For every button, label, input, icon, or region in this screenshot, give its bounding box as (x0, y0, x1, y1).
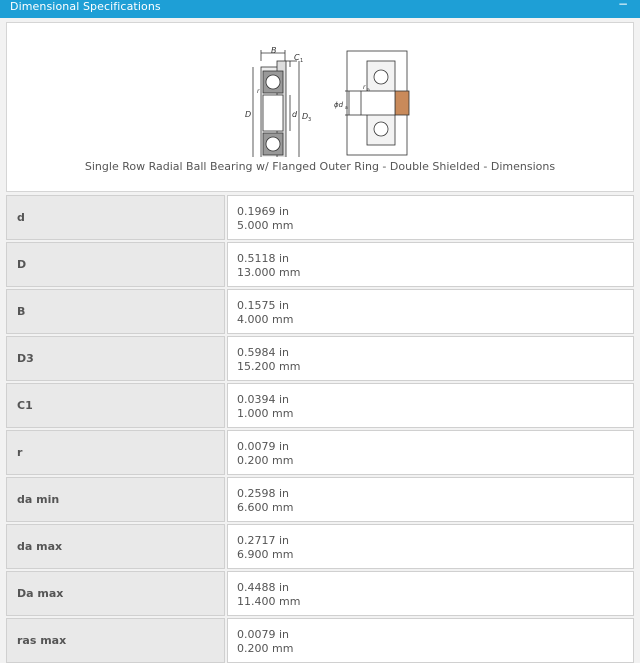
dim-label-D3-sub: 3 (308, 117, 312, 123)
spec-label: r (6, 430, 225, 475)
spec-value (227, 430, 634, 475)
spec-row (6, 430, 634, 475)
spec-value-mm: 13.000 mm (237, 266, 301, 279)
spec-value-inch: 0.0079 in (237, 628, 290, 641)
spec-value-mm: 15.200 mm (237, 360, 301, 373)
spec-value-mm: 5.000 mm (237, 219, 294, 232)
spec-value (227, 571, 634, 616)
figure-caption: Single Row Radial Ball Bearing w/ Flanged Outer Ring - Double Shielded - Dimensions (84, 160, 556, 173)
spec-value-inch: 0.4488 in (237, 581, 290, 594)
spec-value-inch: 0.0079 in (237, 440, 290, 453)
spec-value (227, 383, 634, 428)
spec-value-mm: 1.000 mm (237, 407, 294, 420)
dim-label-C1: C (294, 53, 300, 62)
spec-value (227, 477, 634, 522)
dim-label-ra-sub: a (367, 88, 370, 93)
spec-row (6, 383, 634, 428)
spec-value (227, 195, 634, 240)
spec-value (227, 618, 634, 663)
spec-value (227, 289, 634, 334)
dim-label-phi-da: ϕd (334, 101, 344, 109)
spec-row (6, 195, 634, 240)
dim-label-d: d (292, 110, 298, 119)
spec-value-mm: 0.200 mm (237, 454, 294, 467)
spec-label: ras max (6, 618, 225, 663)
dim-label-ra: r (363, 84, 366, 91)
spec-value-inch: 0.5984 in (237, 346, 290, 359)
spec-value-mm: 6.600 mm (237, 501, 294, 514)
spec-label: da min (6, 477, 225, 522)
spec-value-inch: 0.1969 in (237, 205, 290, 218)
spec-row (6, 242, 634, 287)
bearing-dimension-diagram (237, 47, 417, 157)
spec-row (6, 289, 634, 334)
spec-value-inch: 0.2717 in (237, 534, 290, 547)
spec-label: C1 (6, 383, 225, 428)
spec-value-inch: 0.2598 in (237, 487, 290, 500)
dim-label-phi-da-sub: a (345, 105, 349, 111)
spec-value (227, 242, 634, 287)
spec-row (6, 336, 634, 381)
spec-label: Da max (6, 571, 225, 616)
spec-row (6, 618, 634, 663)
panel-header[interactable] (0, 0, 640, 18)
spec-value (227, 524, 634, 569)
spec-value-mm: 0.200 mm (237, 642, 294, 655)
spec-value-inch: 0.5118 in (237, 252, 290, 265)
dim-label-C1-sub: 1 (300, 58, 304, 64)
spec-label: d (6, 195, 225, 240)
dim-label-r: r (257, 88, 260, 95)
dim-label-B: B (271, 47, 277, 55)
bearing-figure (6, 22, 634, 192)
spec-value-mm: 11.400 mm (237, 595, 301, 608)
spec-value-inch: 0.0394 in (237, 393, 290, 406)
spec-label: da max (6, 524, 225, 569)
spec-value-mm: 4.000 mm (237, 313, 294, 326)
spec-label: D3 (6, 336, 225, 381)
spec-value (227, 336, 634, 381)
spec-label: D (6, 242, 225, 287)
dim-label-D3: D (302, 112, 309, 121)
spec-row (6, 524, 634, 569)
spec-value-mm: 6.900 mm (237, 548, 294, 561)
spec-value-inch: 0.1575 in (237, 299, 290, 312)
spec-label: B (6, 289, 225, 334)
panel-title: Dimensional Specifications (10, 0, 161, 13)
spec-row (6, 571, 634, 616)
spec-row (6, 477, 634, 522)
collapse-icon[interactable]: − (617, 0, 628, 11)
dim-label-D: D (245, 110, 252, 119)
